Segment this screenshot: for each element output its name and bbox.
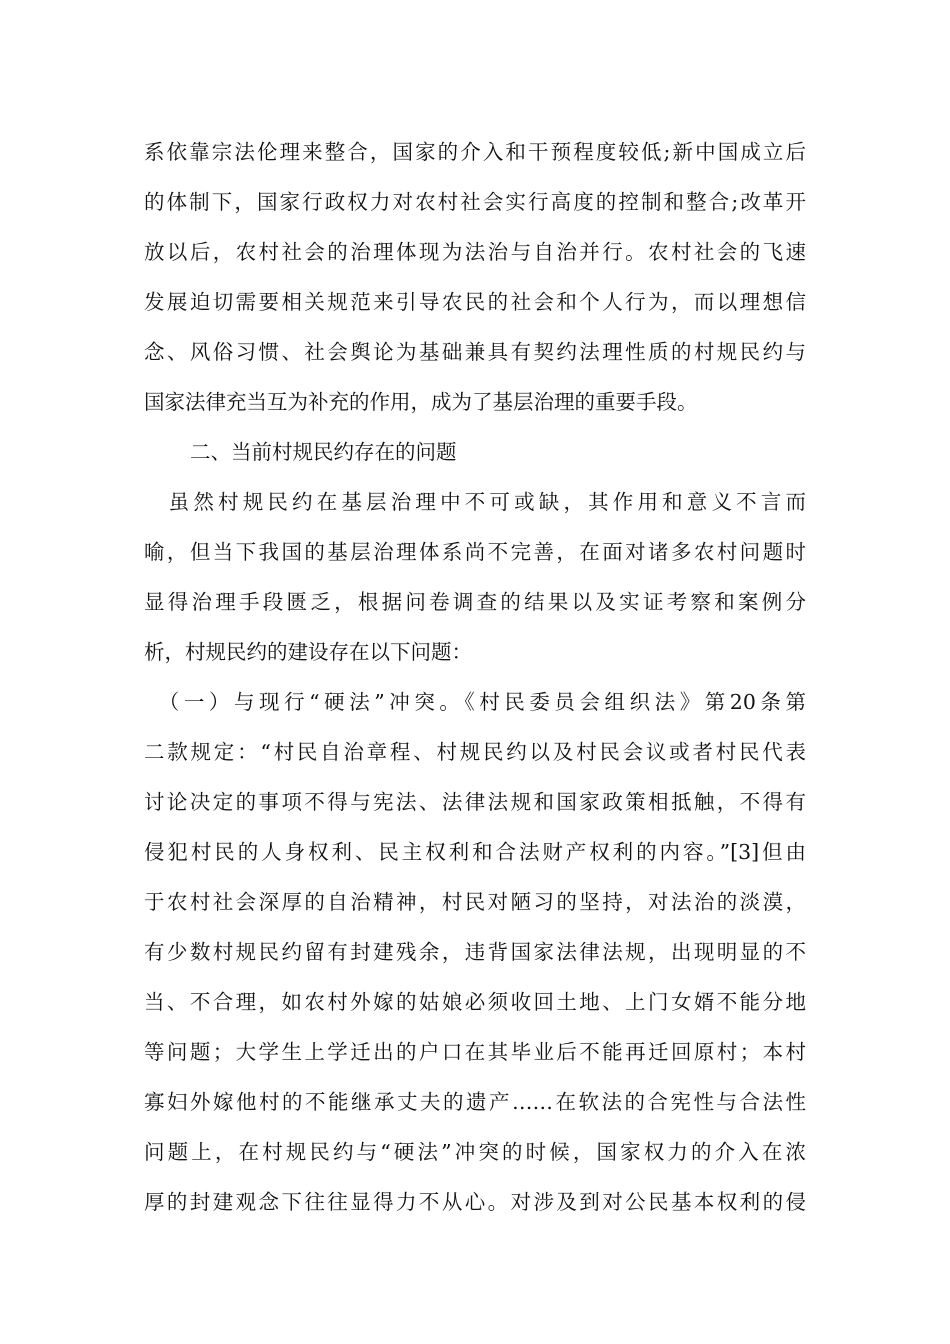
text-line: 侵犯村民的人身权利、民主权利和合法财产权利的内容。”[3]但由 xyxy=(144,840,806,864)
text-line: 于农村社会深厚的自治精神，村民对陋习的坚持，对法治的淡漠， xyxy=(144,890,806,914)
text-line: 念、风俗习惯、社会舆论为基础兼具有契约法理性质的村规民约与 xyxy=(144,340,806,364)
text-line: 析，村规民约的建设存在以下问题： xyxy=(144,640,472,664)
text-line: 放以后，农村社会的治理体现为法治与自治并行。农村社会的飞速 xyxy=(144,240,806,264)
text-line: 寡妇外嫁他村的不能继承丈夫的遗产……在软法的合宪性与合法性 xyxy=(144,1090,806,1114)
text-line: 当、不合理，如农村外嫁的姑娘必须收回土地、上门女婿不能分地 xyxy=(144,990,806,1014)
text-line: 讨论决定的事项不得与宪法、法律法规和国家政策相抵触，不得有 xyxy=(144,790,806,814)
text-line: 的体制下，国家行政权力对农村社会实行高度的控制和整合;改革开 xyxy=(144,190,806,214)
text-line: 喻，但当下我国的基层治理体系尚不完善，在面对诸多农村问题时 xyxy=(144,540,806,564)
section-heading: 二、当前村规民约存在的问题 xyxy=(190,440,457,464)
text-line: 国家法律充当互为补充的作用，成为了基层治理的重要手段。 xyxy=(144,390,698,414)
text-line: 问题上，在村规民约与“硬法”冲突的时候，国家权力的介入在浓 xyxy=(144,1140,806,1164)
text-line: 显得治理手段匮乏，根据问卷调查的结果以及实证考察和案例分 xyxy=(144,590,806,614)
text-line: 二款规定：“村民自治章程、村规民约以及村民会议或者村民代表 xyxy=(144,740,806,764)
text-line: 厚的封建观念下往往显得力不从心。对涉及到对公民基本权利的侵 xyxy=(144,1190,806,1214)
text-line: 有少数村规民约留有封建残余，违背国家法律法规，出现明显的不 xyxy=(144,940,806,964)
text-line: 等问题；大学生上学迁出的户口在其毕业后不能再迁回原村；本村 xyxy=(144,1040,806,1064)
text-line: 发展迫切需要相关规范来引导农民的社会和个人行为，而以理想信 xyxy=(144,290,806,314)
text-line: （一）与现行“硬法”冲突。《村民委员会组织法》第20条第 xyxy=(144,690,806,714)
text-line: 系依靠宗法伦理来整合，国家的介入和干预程度较低;新中国成立后 xyxy=(144,140,806,164)
text-line: 虽然村规民约在基层治理中不可或缺，其作用和意义不言而 xyxy=(144,490,806,514)
